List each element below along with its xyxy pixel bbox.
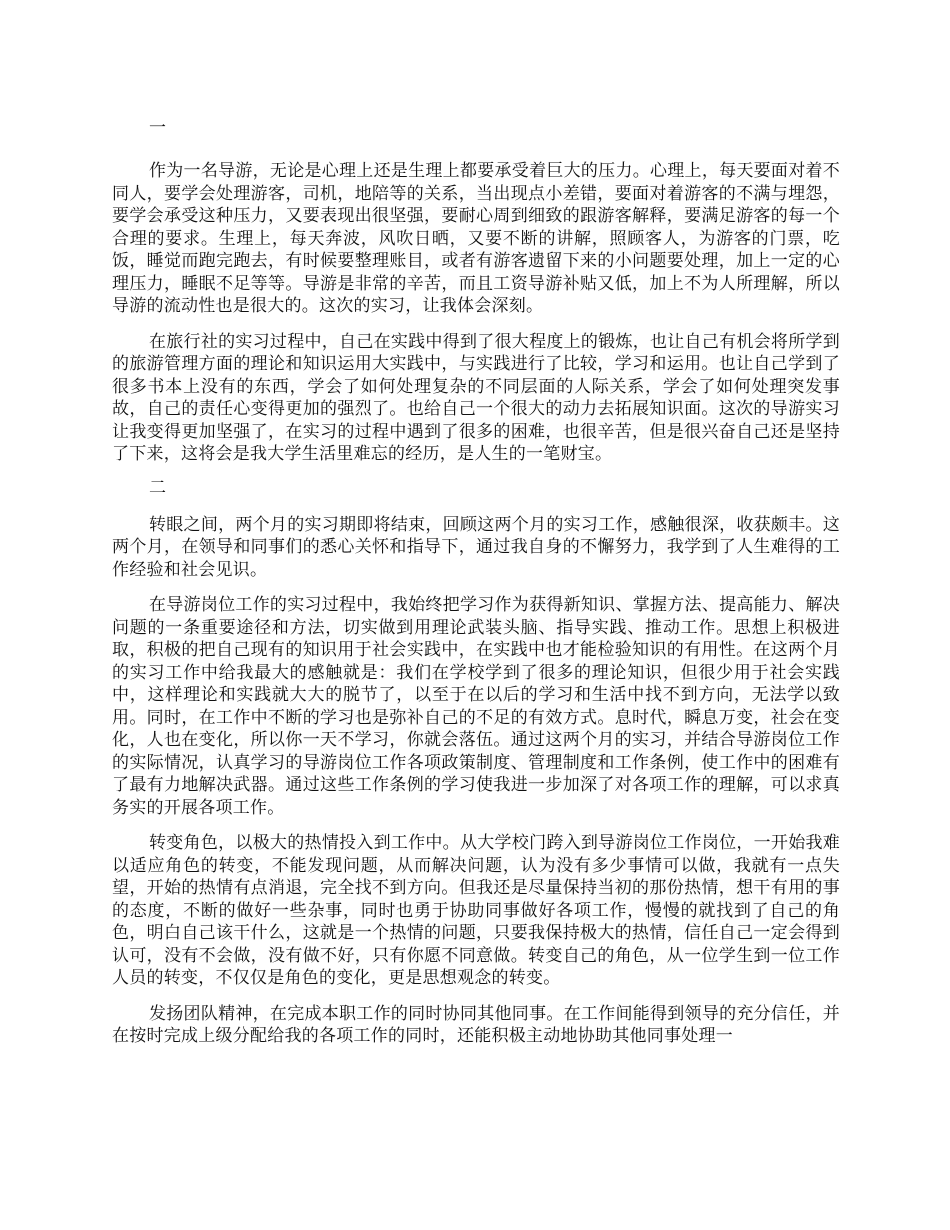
spacer — [112, 501, 840, 514]
spacer — [112, 466, 840, 476]
paragraph-1-1: 作为一名导游，无论是心理上还是生理上都要承受着巨大的压力。心理上，每天要面对着不同人，要学会处理游客，司机，地陪等的关系，当出现点小差错，要面对着游客的不满与埋怨，要学会承受这种压力，又要表现出很坚强，要耐心周到细致的跟游客解释，要满足游客的每一个合理的要求。生理上，每天奔波，风吹日晒，又要不断的讲解，照顾客人，为游客的门票，吃饭，睡觉而跑完跑去，有时候要整理账目，或者有游客遗留下来的小问题要处理，加上一定的心理压力，睡眠不足等等。导游是非常的辛苦，而且工资导游补贴又低，加上不为人所理解，所以导游的流动性也是很大的。这次的实习，让我体会深刻。 — [112, 161, 840, 316]
spacer — [112, 141, 840, 160]
paragraph-2-3: 转变角色，以极大的热情投入到工作中。从大学校门跨入到导游岗位工作岗位，一开始我难以适应角色的转变，不能发现问题，从而解决问题，认为没有多少事情可以做，我就有一点失望，开始的热情有点消退，完全找不到方向。但我还是尽量保持当初的那份热情，想干有用的事的态度，不断的做好一些杂事，同时也勇于协助同事做好各项工作，慢慢的就找到了自己的角色，明白自己该干什么，这就是一个热情的问题，只要我保持极大的热情，信任自己一定会得到认可，没有不会做，没有做不好，只有你愿不同意做。转变自己的角色，从一位学生到一位工作人员的转变，不仅仅是角色的变化，更是思想观念的转变。 — [112, 833, 840, 988]
paragraph-2-4: 发扬团队精神，在完成本职工作的同时协同其他同事。在工作间能得到领导的充分信任，并在按时完成上级分配给我的各项工作的同时，还能积极主动地协助其他同事处理一 — [112, 1003, 840, 1046]
paragraph-2-1: 转眼之间，两个月的实习期即将结束，回顾这两个月的实习工作，感触很深，收获颇丰。这两个月，在领导和同事们的悉心关怀和指导下，通过我自身的不懈努力，我学到了人生难得的工作经验和社会见识。 — [112, 514, 840, 580]
spacer — [112, 581, 840, 594]
section-heading-1: 一 — [149, 118, 166, 138]
section-heading-2: 二 — [149, 477, 166, 498]
paragraph-1-2: 在旅行社的实习过程中，自己在实践中得到了很大程度上的锻炼，也让自己有机会将所学到的旅游管理方面的理论和知识运用大实践中，与实践进行了比较，学习和运用。也让自己学到了很多书本上没有的东西，学会了如何处理复杂的不同层面的人际关系，学会了如何处理突发事故，自己的责任心变得更加的强烈了。也给自己一个很大的动力去拓展知识面。这次的导游实习让我变得更加坚强了，在实习的过程中遇到了很多的困难，也很辛苦，但是很兴奋自己还是坚持了下来，这将会是我大学生活里难忘的经历，是人生的一笔财宝。 — [112, 331, 840, 464]
spacer — [112, 990, 840, 1003]
spacer — [112, 819, 840, 832]
spacer — [112, 318, 840, 331]
document-page — [112, 116, 840, 1048]
paragraph-2-2: 在导游岗位工作的实习过程中，我始终把学习作为获得新知识、掌握方法、提高能力、解决问题的一条重要途径和方法，切实做到用理论武装头脑、指导实践、推动工作。思想上积极进取，积极的把自己现有的知识用于社会实践中，在实践中也才能检验知识的有用性。在这两个月的实习工作中给我最大的感触就是：我们在学校学到了很多的理论知识，但很少用于社会实践中，这样理论和实践就大大的脱节了，以至于在以后的学习和生活中找不到方向，无法学以致用。同时，在工作中不断的学习也是弥补自己的不足的有效方式。息时代，瞬息万变，社会在变化，人也在变化，所以你一天不学习，你就会落伍。通过这两个月的实习，并结合导游岗位工作的实际情况，认真学习的导游岗位工作各项政策制度、管理制度和工作条例，使工作中的困难有了最有力地解决武器。通过这些工作条例的学习使我进一步加深了对各项工作的理解，可以求真务实的开展各项工作。 — [112, 595, 840, 818]
